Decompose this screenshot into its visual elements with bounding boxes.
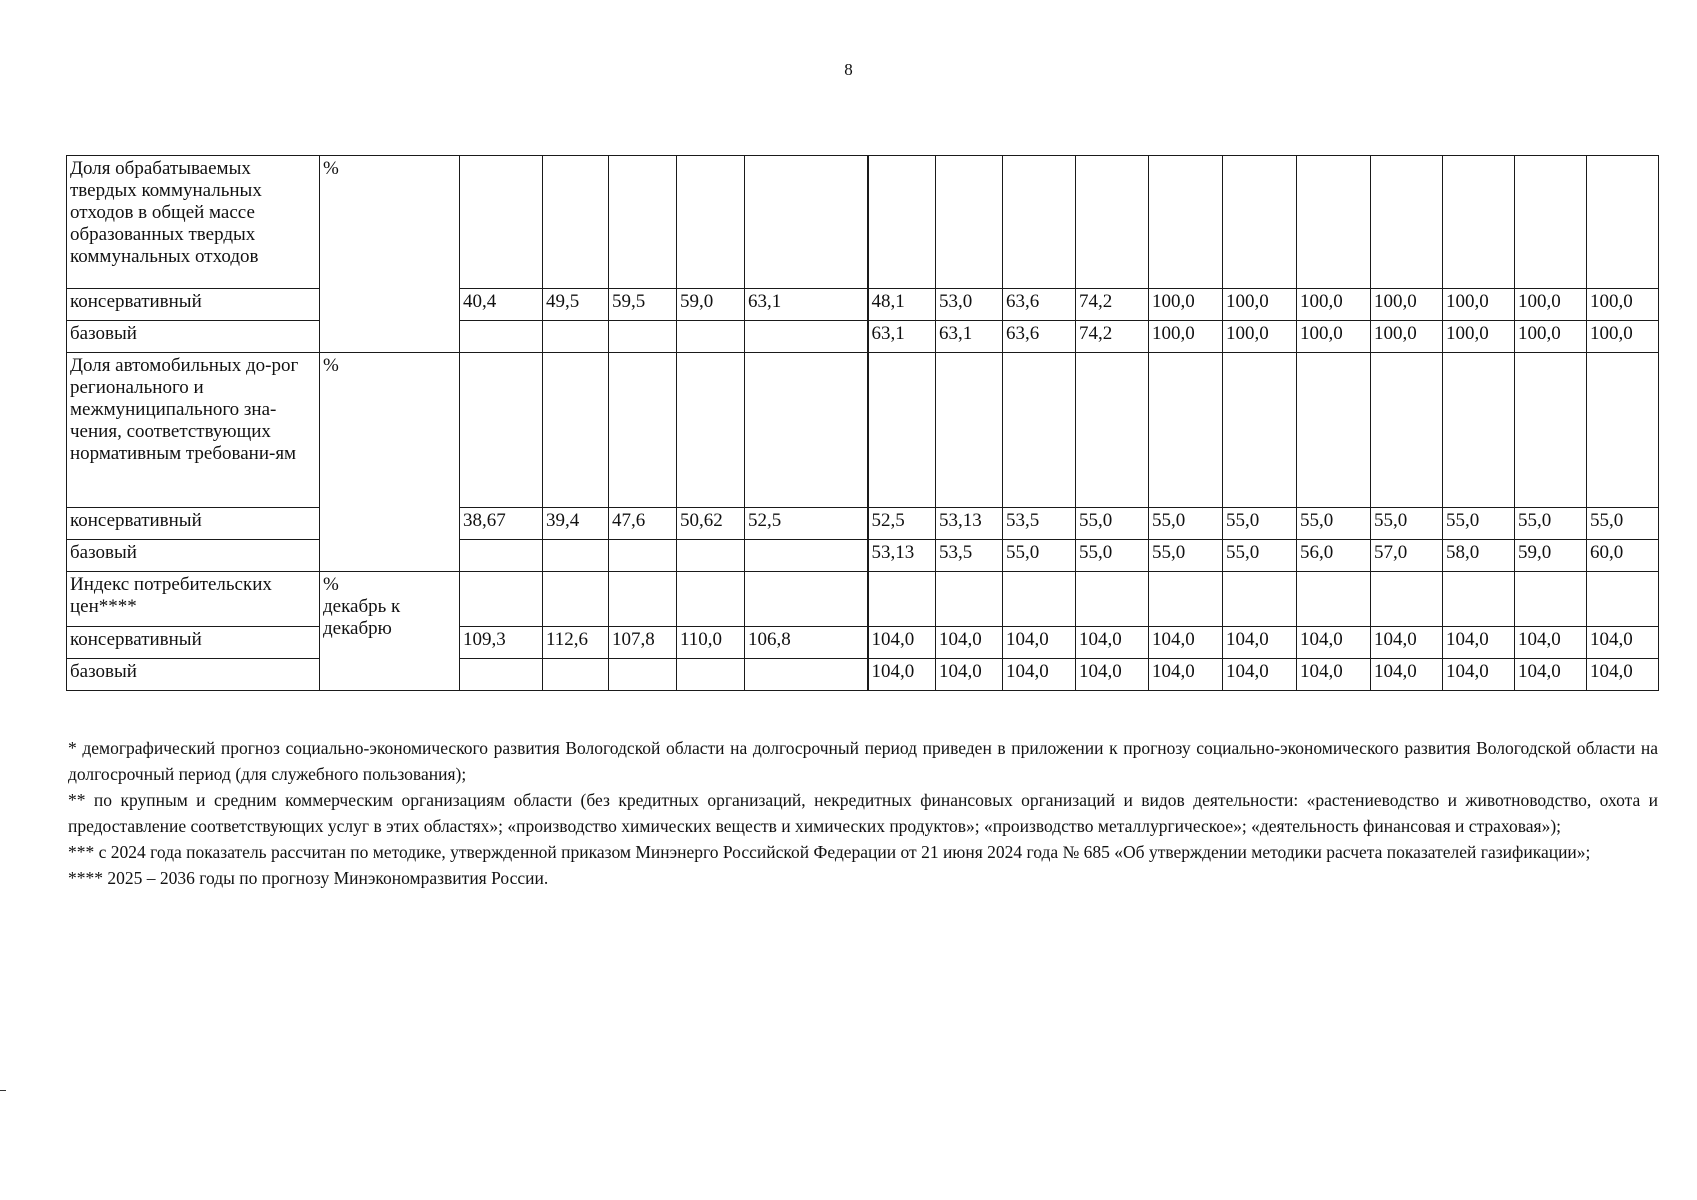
value-cell — [460, 540, 543, 572]
table-row — [67, 540, 1659, 572]
empty-cell — [1149, 156, 1223, 289]
empty-cell — [1149, 353, 1223, 508]
value-cell: 104,0 — [1149, 627, 1223, 659]
empty-cell — [1587, 156, 1659, 289]
empty-cell — [460, 572, 543, 627]
empty-cell — [936, 572, 1003, 627]
empty-cell — [677, 353, 745, 508]
value-cell: 53,5 — [936, 540, 1003, 572]
value-cell: 63,1 — [745, 289, 868, 321]
value-cell: 63,1 — [868, 321, 936, 353]
footnote: * демографический прогноз социально-экономического развития Вологодской области на долгосрочный период приведен в приложении к прогнозу социально-экономического развития Вологодской области на долгосрочный период (для служебного пользования); — [68, 738, 1658, 784]
value-cell: 63,6 — [1003, 289, 1076, 321]
value-cell: 60,0 — [1587, 540, 1659, 572]
value-cell — [543, 659, 609, 691]
empty-cell — [1443, 156, 1515, 289]
value-cell: 55,0 — [1443, 508, 1515, 540]
empty-cell — [460, 353, 543, 508]
empty-cell — [1003, 156, 1076, 289]
value-cell: 104,0 — [1223, 659, 1297, 691]
empty-cell — [1587, 572, 1659, 627]
value-cell: 55,0 — [1371, 508, 1443, 540]
value-cell: 55,0 — [1297, 508, 1371, 540]
page-number: 8 — [844, 60, 853, 79]
empty-cell — [868, 572, 936, 627]
empty-cell — [936, 156, 1003, 289]
value-cell: 55,0 — [1003, 540, 1076, 572]
value-cell: 52,5 — [745, 508, 868, 540]
table-row — [67, 627, 1659, 659]
forecast-table — [66, 155, 1659, 691]
indicator-unit — [320, 353, 460, 572]
value-cell: 55,0 — [1223, 540, 1297, 572]
value-cell: 100,0 — [1443, 321, 1515, 353]
empty-cell — [1443, 572, 1515, 627]
value-cell: 55,0 — [1587, 508, 1659, 540]
empty-cell — [1371, 156, 1443, 289]
unit-note: декабрь к декабрю — [323, 596, 401, 639]
empty-cell — [1371, 572, 1443, 627]
scenario-label: базовый — [67, 659, 320, 691]
value-cell: 100,0 — [1587, 321, 1659, 353]
empty-cell — [868, 353, 936, 508]
empty-cell — [1076, 353, 1149, 508]
empty-cell — [1515, 156, 1587, 289]
empty-cell — [868, 156, 936, 289]
value-cell: 59,0 — [677, 289, 745, 321]
value-cell: 104,0 — [1076, 659, 1149, 691]
value-cell: 53,0 — [936, 289, 1003, 321]
footnote: ** по крупным и средним коммерческим организациям области (без кредитных организаций, некредитных финансовых организаций и видов деятельности: «растениеводство и животноводство, охота и предоставление соответствующих услуг в этих областях»; «производство химических веществ и химических продуктов»; «производство металлургическое»; «деятельность финансовая и страховая»); — [68, 790, 1658, 836]
value-cell: 112,6 — [543, 627, 609, 659]
value-cell — [745, 321, 868, 353]
value-cell: 74,2 — [1076, 289, 1149, 321]
value-cell: 56,0 — [1297, 540, 1371, 572]
value-cell: 100,0 — [1443, 289, 1515, 321]
value-cell: 104,0 — [1371, 659, 1443, 691]
value-cell: 104,0 — [1076, 627, 1149, 659]
value-cell — [543, 540, 609, 572]
value-cell: 55,0 — [1076, 508, 1149, 540]
value-cell — [460, 321, 543, 353]
indicator-name: Доля автомобильных до-рог регионального и межмуниципального зна-чения, соответствующих нормативным требовани-ям — [67, 353, 320, 508]
value-cell: 100,0 — [1223, 321, 1297, 353]
value-cell: 59,0 — [1515, 540, 1587, 572]
value-cell: 100,0 — [1297, 289, 1371, 321]
empty-cell — [609, 572, 677, 627]
value-cell: 100,0 — [1515, 321, 1587, 353]
value-cell: 57,0 — [1371, 540, 1443, 572]
empty-cell — [1371, 353, 1443, 508]
value-cell: 50,62 — [677, 508, 745, 540]
value-cell: 104,0 — [936, 627, 1003, 659]
value-cell: 104,0 — [1003, 659, 1076, 691]
footnotes — [68, 735, 1658, 891]
unit-label: % — [323, 158, 339, 179]
value-cell: 100,0 — [1149, 321, 1223, 353]
value-cell — [677, 659, 745, 691]
empty-cell — [609, 353, 677, 508]
scenario-label: базовый — [67, 540, 320, 572]
value-cell: 104,0 — [936, 659, 1003, 691]
value-cell: 53,13 — [868, 540, 936, 572]
footnote: **** 2025 – 2036 годы по прогнозу Минэкономразвития России. — [68, 868, 549, 888]
empty-cell — [1076, 156, 1149, 289]
value-cell: 63,6 — [1003, 321, 1076, 353]
value-cell: 55,0 — [1223, 508, 1297, 540]
value-cell — [745, 659, 868, 691]
footnote: *** с 2024 года показатель рассчитан по методике, утвержденной приказом Минэнерго Российской Федерации от 21 июня 2024 года № 685 «Об утверждении методики расчета показателей газификации»; — [68, 842, 1591, 862]
table-row — [67, 508, 1659, 540]
value-cell: 100,0 — [1297, 321, 1371, 353]
empty-cell — [1149, 572, 1223, 627]
empty-cell — [460, 156, 543, 289]
empty-cell — [1297, 156, 1371, 289]
empty-cell — [745, 572, 868, 627]
value-cell: 104,0 — [1587, 627, 1659, 659]
value-cell: 100,0 — [1223, 289, 1297, 321]
indicator-header-row — [67, 572, 1659, 627]
value-cell: 55,0 — [1515, 508, 1587, 540]
value-cell: 52,5 — [868, 508, 936, 540]
indicator-unit — [320, 156, 460, 353]
value-cell: 55,0 — [1149, 508, 1223, 540]
value-cell: 49,5 — [543, 289, 609, 321]
value-cell: 104,0 — [1515, 659, 1587, 691]
value-cell: 55,0 — [1076, 540, 1149, 572]
value-cell: 104,0 — [1297, 659, 1371, 691]
value-cell: 100,0 — [1149, 289, 1223, 321]
empty-cell — [1003, 572, 1076, 627]
unit-label: % — [323, 574, 339, 595]
table-row — [67, 321, 1659, 353]
value-cell: 104,0 — [1443, 659, 1515, 691]
value-cell: 104,0 — [1371, 627, 1443, 659]
value-cell: 104,0 — [868, 627, 936, 659]
value-cell: 104,0 — [1003, 627, 1076, 659]
value-cell: 58,0 — [1443, 540, 1515, 572]
value-cell: 104,0 — [1149, 659, 1223, 691]
value-cell — [677, 321, 745, 353]
value-cell: 104,0 — [1443, 627, 1515, 659]
value-cell: 106,8 — [745, 627, 868, 659]
empty-cell — [677, 572, 745, 627]
value-cell — [677, 540, 745, 572]
value-cell — [609, 540, 677, 572]
empty-cell — [1515, 353, 1587, 508]
empty-cell — [1297, 572, 1371, 627]
scenario-label: консервативный — [67, 508, 320, 540]
value-cell: 47,6 — [609, 508, 677, 540]
empty-cell — [543, 572, 609, 627]
value-cell: 104,0 — [1587, 659, 1659, 691]
indicator-header-row — [67, 156, 1659, 289]
value-cell — [543, 321, 609, 353]
value-cell: 63,1 — [936, 321, 1003, 353]
value-cell: 48,1 — [868, 289, 936, 321]
empty-cell — [745, 156, 868, 289]
indicator-name: Доля обрабатываемых твердых коммунальных отходов в общей массе образованных твердых коммунальных отходов — [67, 156, 320, 289]
empty-cell — [677, 156, 745, 289]
indicator-header-row — [67, 353, 1659, 508]
unit-label: % — [323, 355, 339, 376]
empty-cell — [1297, 353, 1371, 508]
value-cell: 100,0 — [1587, 289, 1659, 321]
value-cell: 107,8 — [609, 627, 677, 659]
value-cell: 53,13 — [936, 508, 1003, 540]
table-row — [67, 659, 1659, 691]
value-cell: 110,0 — [677, 627, 745, 659]
value-cell — [609, 321, 677, 353]
value-cell — [460, 659, 543, 691]
value-cell: 39,4 — [543, 508, 609, 540]
value-cell: 104,0 — [868, 659, 936, 691]
scenario-label: консервативный — [67, 627, 320, 659]
indicator-name: Индекс потребительских цен**** — [67, 572, 320, 627]
empty-cell — [1076, 572, 1149, 627]
empty-cell — [1223, 156, 1297, 289]
edge-mark — [0, 1090, 6, 1091]
empty-cell — [1223, 353, 1297, 508]
empty-cell — [543, 353, 609, 508]
empty-cell — [936, 353, 1003, 508]
value-cell: 53,5 — [1003, 508, 1076, 540]
empty-cell — [1223, 572, 1297, 627]
empty-cell — [1587, 353, 1659, 508]
value-cell: 104,0 — [1297, 627, 1371, 659]
empty-cell — [1003, 353, 1076, 508]
empty-cell — [609, 156, 677, 289]
value-cell: 38,67 — [460, 508, 543, 540]
value-cell: 109,3 — [460, 627, 543, 659]
value-cell: 100,0 — [1371, 289, 1443, 321]
scenario-label: базовый — [67, 321, 320, 353]
value-cell: 100,0 — [1371, 321, 1443, 353]
value-cell: 104,0 — [1223, 627, 1297, 659]
indicator-unit — [320, 572, 460, 691]
table-row — [67, 289, 1659, 321]
value-cell: 100,0 — [1515, 289, 1587, 321]
value-cell — [745, 540, 868, 572]
empty-cell — [745, 353, 868, 508]
value-cell: 104,0 — [1515, 627, 1587, 659]
empty-cell — [1443, 353, 1515, 508]
value-cell: 59,5 — [609, 289, 677, 321]
scenario-label: консервативный — [67, 289, 320, 321]
value-cell: 74,2 — [1076, 321, 1149, 353]
value-cell: 40,4 — [460, 289, 543, 321]
value-cell: 55,0 — [1149, 540, 1223, 572]
empty-cell — [1515, 572, 1587, 627]
value-cell — [609, 659, 677, 691]
empty-cell — [543, 156, 609, 289]
